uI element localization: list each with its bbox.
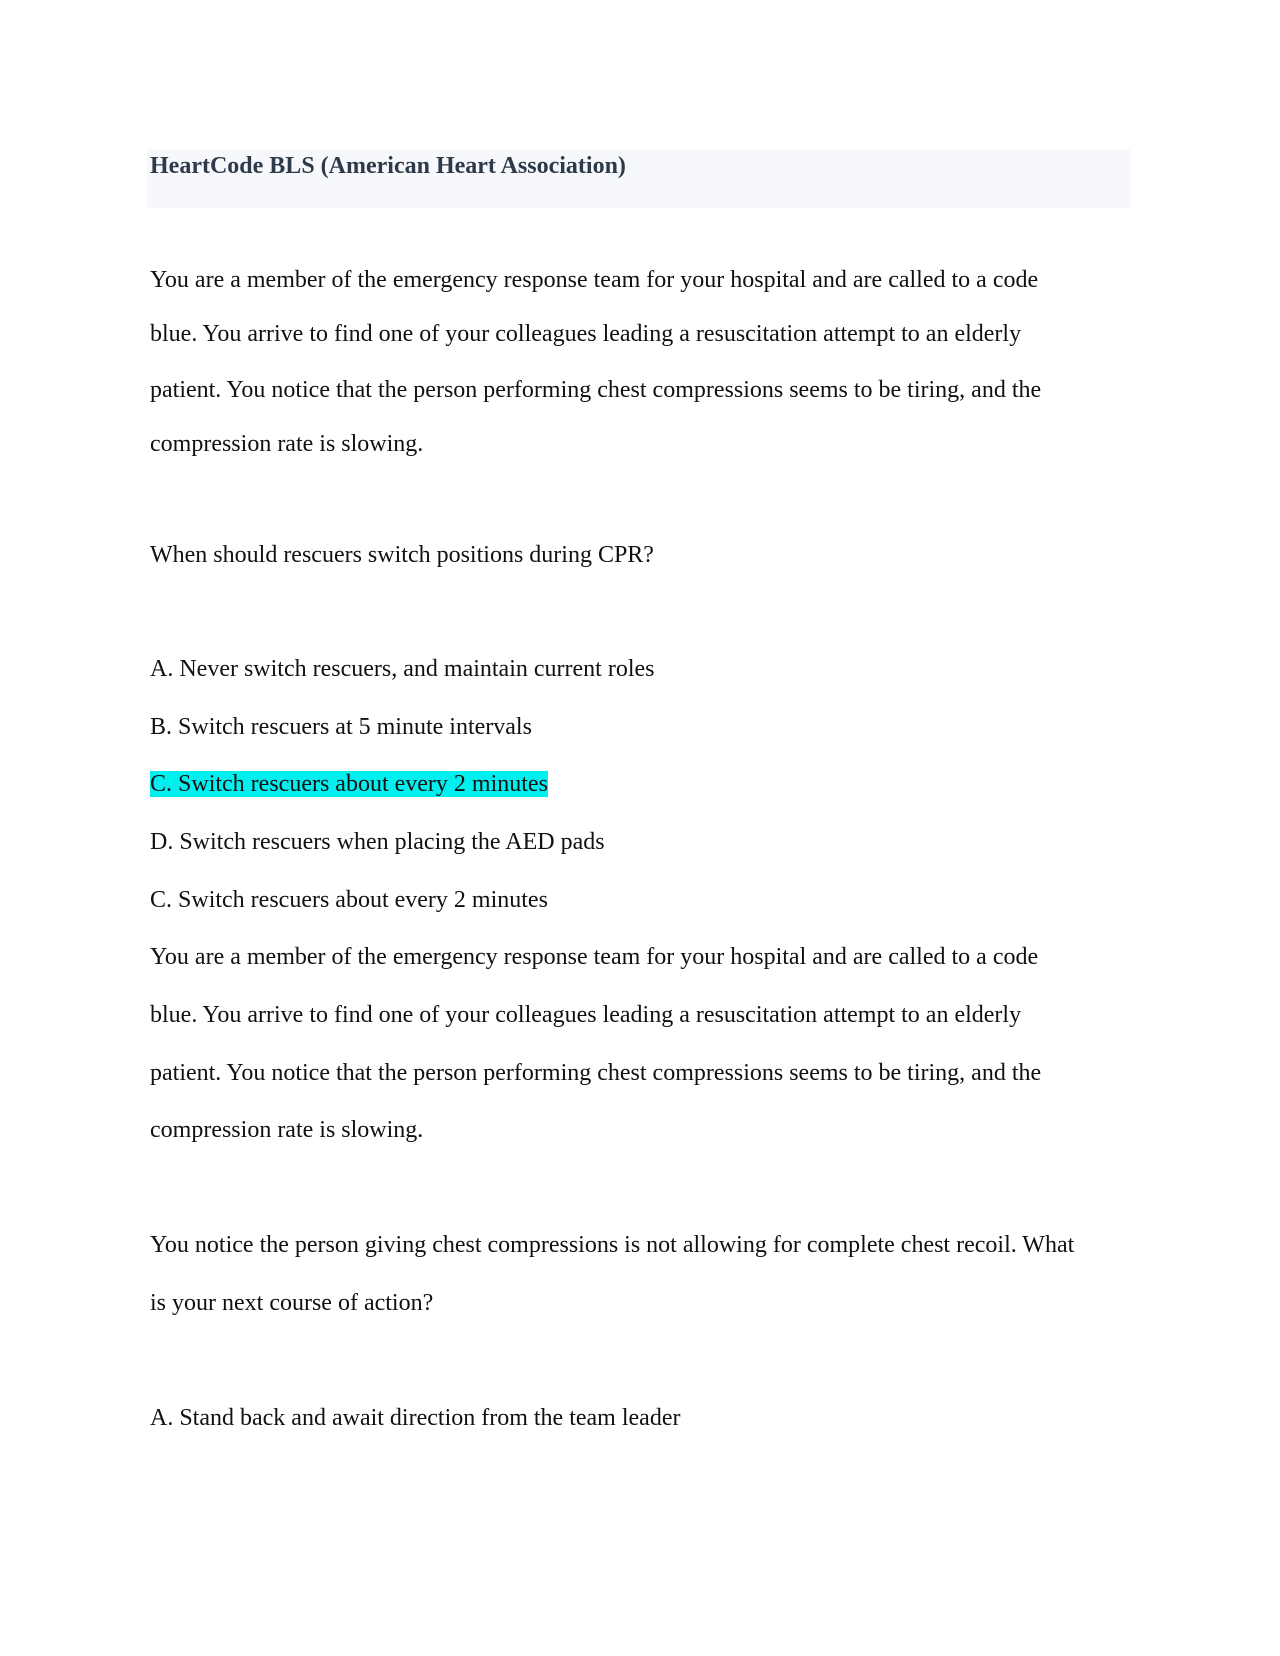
q2-scenario-line-2: blue. You arrive to find one of your colleagues leading a resuscitation attempt to an elderly xyxy=(150,1002,1022,1028)
q2-scenario-line-4: compression rate is slowing. xyxy=(150,1117,424,1143)
q2-scenario-line-3: patient. You notice that the person performing chest compressions seems to be tiring, and the xyxy=(150,1060,1042,1086)
q1-option-a: A. Never switch rescuers, and maintain current roles xyxy=(150,656,655,682)
q1-option-b: B. Switch rescuers at 5 minute intervals xyxy=(150,714,532,740)
title-banner xyxy=(147,149,1130,208)
q1-scenario-line-3: patient. You notice that the person performing chest compressions seems to be tiring, and the xyxy=(150,377,1042,403)
q2-prompt-line-1: You notice the person giving chest compressions is not allowing for complete chest recoil. What xyxy=(150,1232,1075,1258)
q1-option-d: D. Switch rescuers when placing the AED pads xyxy=(150,829,605,855)
q1-scenario-line-2: blue. You arrive to find one of your colleagues leading a resuscitation attempt to an elderly xyxy=(150,321,1022,347)
q1-scenario-line-1: You are a member of the emergency response team for your hospital and are called to a code xyxy=(150,267,1039,293)
q1-option-c-highlighted xyxy=(150,769,548,799)
q1-option-c-text: C. Switch rescuers about every 2 minutes xyxy=(150,771,548,797)
q2-scenario-line-1: You are a member of the emergency response team for your hospital and are called to a code xyxy=(150,944,1039,970)
q1-scenario-line-4: compression rate is slowing. xyxy=(150,431,424,457)
document-title: HeartCode BLS (American Heart Association) xyxy=(150,153,626,179)
q2-prompt-line-2: is your next course of action? xyxy=(150,1290,434,1316)
q2-option-a: A. Stand back and await direction from the team leader xyxy=(150,1405,681,1431)
q1-prompt: When should rescuers switch positions during CPR? xyxy=(150,542,654,568)
q1-answer: C. Switch rescuers about every 2 minutes xyxy=(150,887,548,913)
